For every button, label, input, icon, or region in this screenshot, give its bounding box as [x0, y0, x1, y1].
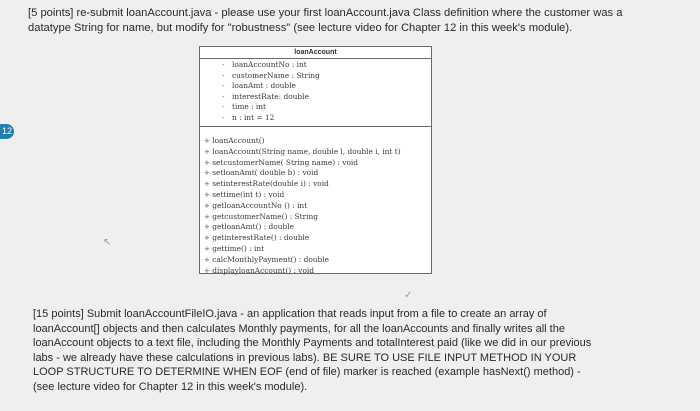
public-marker: + [204, 137, 210, 145]
public-marker: + [204, 212, 210, 221]
uml-method-text: setinterestRate(double i) : void [212, 179, 329, 189]
uml-method-text: displayloanAccount() : void [212, 265, 315, 275]
private-marker: - [222, 113, 225, 122]
public-marker: + [204, 180, 210, 189]
private-marker: - [222, 71, 225, 80]
public-marker: + [204, 158, 210, 167]
cursor-mark-icon: ↖ [103, 237, 112, 248]
uml-method [200, 136, 431, 147]
question-1-text: [5 points] re-submit loanAccount.java - please use your first loanAccount.java Class definition where the customer was a datatype String for name, but modify for "robustness" (see lecture video for Chapter 12 in this week's module). [28, 7, 623, 34]
uml-methods-section [200, 127, 431, 276]
uml-method-text: loanAccount() [212, 136, 265, 145]
uml-attribute-text: customerName : String [232, 70, 320, 80]
uml-method [200, 212, 431, 223]
uml-attribute [200, 60, 431, 71]
uml-attribute-text: n : int = 12 [232, 112, 275, 122]
uml-class-name: loanAccount [200, 47, 431, 59]
public-marker: + [204, 234, 210, 243]
uml-method [200, 222, 431, 233]
private-marker: - [222, 82, 225, 91]
uml-attribute-text: time : int [232, 102, 266, 112]
uml-method [200, 179, 431, 190]
private-marker: - [222, 61, 225, 69]
uml-method-text: setcustomerName( String name) : void [212, 157, 358, 167]
uml-method [200, 255, 431, 266]
uml-class-diagram [199, 46, 432, 274]
uml-method-text: settime(int t) : void [212, 189, 285, 199]
question-2-text: [15 points] Submit loanAccountFileIO.java - an application that reads input from a file to create an array of loanAccount[] objects and then calculates Monthly payments, for all the loanAccounts and finally writes all the loanAccount objects to a text file, including the Monthly Payments and totalInterest paid (like we did in our previous labs - we already have these calculations in previous labs). BE SURE TO USE FILE INPUT METHOD IN YOUR LOOP STRUCTURE TO DETERMINE WHEN EOF (end of file) marker is reached (example hasNext() method) - (see lecture video for Chapter 12 in this week's module). [33, 308, 592, 393]
public-marker: + [204, 244, 210, 253]
uml-method-text: getloanAccountNo () : int [212, 200, 308, 210]
uml-method-text: getloanAmt() : double [212, 222, 294, 232]
public-marker: + [204, 223, 210, 232]
private-marker: - [222, 103, 225, 112]
uml-method [200, 201, 431, 212]
public-marker: + [204, 255, 210, 264]
uml-attribute-text: loanAccountNo : int [232, 60, 307, 69]
public-marker: + [204, 201, 210, 210]
uml-method-text: loanAccount(String name, double l, double i, int t) [212, 146, 401, 156]
uml-attributes-section [200, 59, 431, 127]
question-number-badge[interactable]: 12 [0, 124, 14, 139]
uml-attribute [200, 71, 431, 82]
uml-method [200, 190, 431, 201]
uml-method-text: calcMonthlyPayment() : double [212, 254, 330, 264]
public-marker: + [204, 147, 210, 156]
uml-method [200, 266, 431, 277]
check-mark-icon: ✓ [404, 290, 413, 301]
uml-method [200, 244, 431, 255]
uml-attribute [200, 92, 431, 103]
uml-attribute [200, 102, 431, 113]
public-marker: + [204, 266, 210, 275]
uml-method-text: getinterestRate() : double [212, 233, 310, 243]
uml-method [200, 168, 431, 179]
uml-method [200, 158, 431, 169]
uml-attribute [200, 113, 431, 124]
uml-method-text: getcustomerName() : String [212, 211, 318, 221]
public-marker: + [204, 190, 210, 199]
uml-attribute [200, 81, 431, 92]
uml-method [200, 233, 431, 244]
uml-method-text: setloanAmt( double b) : void [212, 168, 319, 178]
public-marker: + [204, 169, 210, 178]
uml-method [200, 147, 431, 158]
uml-method-text: gettime() : int [212, 243, 265, 253]
private-marker: - [222, 92, 225, 101]
uml-attribute-text: loanAmt : double [232, 81, 296, 91]
uml-attribute-text: interestRate: double [232, 91, 309, 101]
